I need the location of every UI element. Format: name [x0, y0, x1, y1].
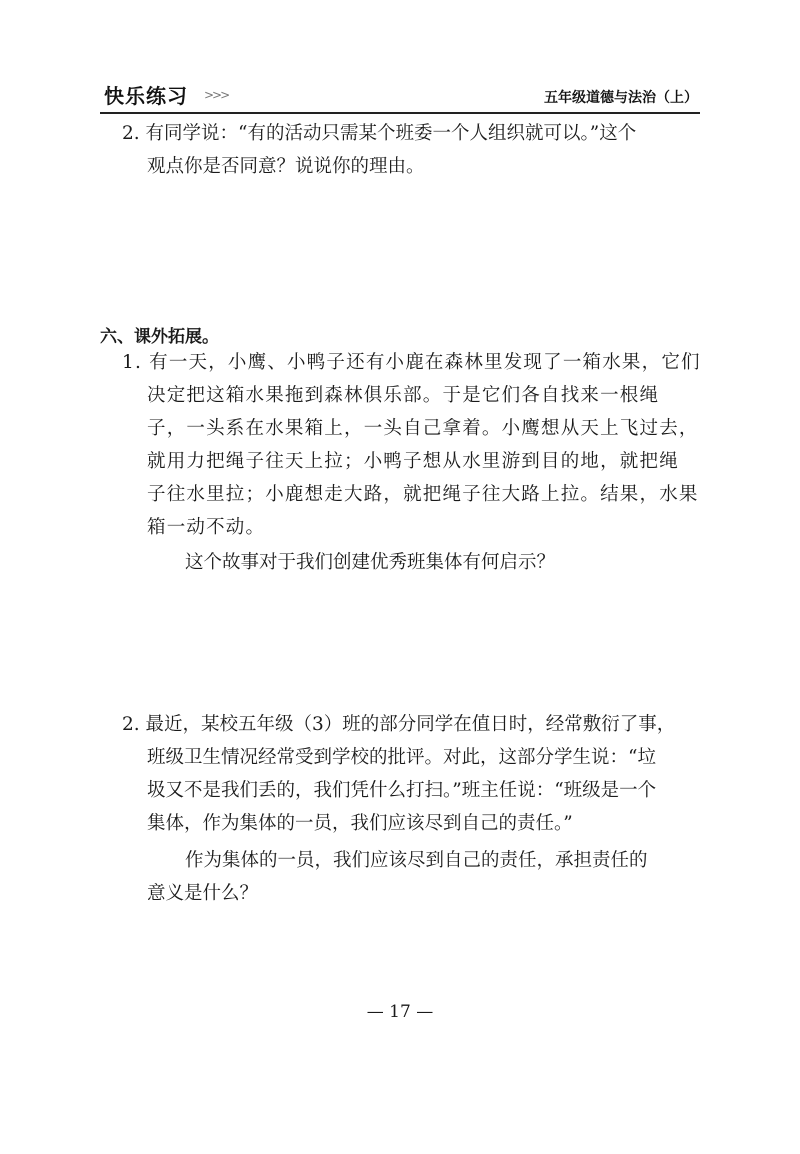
question-1-body: [147, 379, 700, 544]
question-1-line-5: 子往水里拉；小鹿想走大路，就把绳子往大路上拉。结果，水果: [147, 484, 699, 505]
question-1-line-3: 子，一头系在水果箱上，一头自己拿着。小鹰想从天上飞过去，: [147, 418, 699, 439]
page-header: [100, 78, 700, 114]
prev-question-2-cont: [147, 150, 700, 183]
question-2-line-1: 2. 最近，某校五年级（3）班的部分同学在值日时，经常敷衍了事，: [122, 714, 676, 735]
question-2-prompt-line-1: 作为集体的一员，我们应该尽到自己的责任，承担责任的: [185, 850, 648, 871]
question-2-prompt-cont: [147, 877, 700, 910]
subject-title: 五年级道德与法治（上）: [544, 90, 698, 106]
prev-question-2-line-2: 观点你是否同意？说说你的理由。: [147, 156, 425, 177]
question-2: [122, 708, 700, 741]
question-1-line-4: 就用力把绳子往天上拉；小鸭子想从水里游到目的地，就把绳: [147, 451, 679, 472]
section-6-title: 六、课外拓展。: [100, 327, 219, 347]
question-2-line-4: 集体，作为集体的一员，我们应该尽到自己的责任。”: [147, 813, 573, 834]
question-1: [122, 346, 700, 379]
prev-question-2-line-1: 2. 有同学说：“有的活动只需某个班委一个人组织就可以。”这个: [122, 123, 637, 144]
page-number: — 17 —: [366, 1002, 434, 1022]
question-1-prompt-text: 这个故事对于我们创建优秀班集体有何启示？: [185, 552, 556, 573]
question-1-line-2: 决定把这箱水果拖到森林俱乐部。于是它们各自找来一根绳: [147, 385, 660, 406]
question-1-prompt: [185, 546, 700, 579]
question-2-line-2: 班级卫生情况经常受到学校的批评。对此，这部分学生说：“垃: [147, 747, 656, 768]
question-2-body: [147, 741, 700, 840]
question-1-line-1: 1. 有一天，小鹰、小鸭子还有小鹿在森林里发现了一箱水果，它们: [122, 352, 701, 373]
question-2-prompt: [185, 844, 700, 877]
question-2-prompt-line-2: 意义是什么？: [147, 883, 259, 904]
question-2-line-3: 圾又不是我们丢的，我们凭什么打扫。”班主任说：“班级是一个: [147, 780, 657, 801]
prev-question-2: [122, 117, 700, 150]
chevrons-icon: >>>: [204, 88, 229, 102]
question-1-line-6: 箱一动不动。: [147, 517, 266, 538]
series-title: 快乐练习: [104, 84, 188, 108]
